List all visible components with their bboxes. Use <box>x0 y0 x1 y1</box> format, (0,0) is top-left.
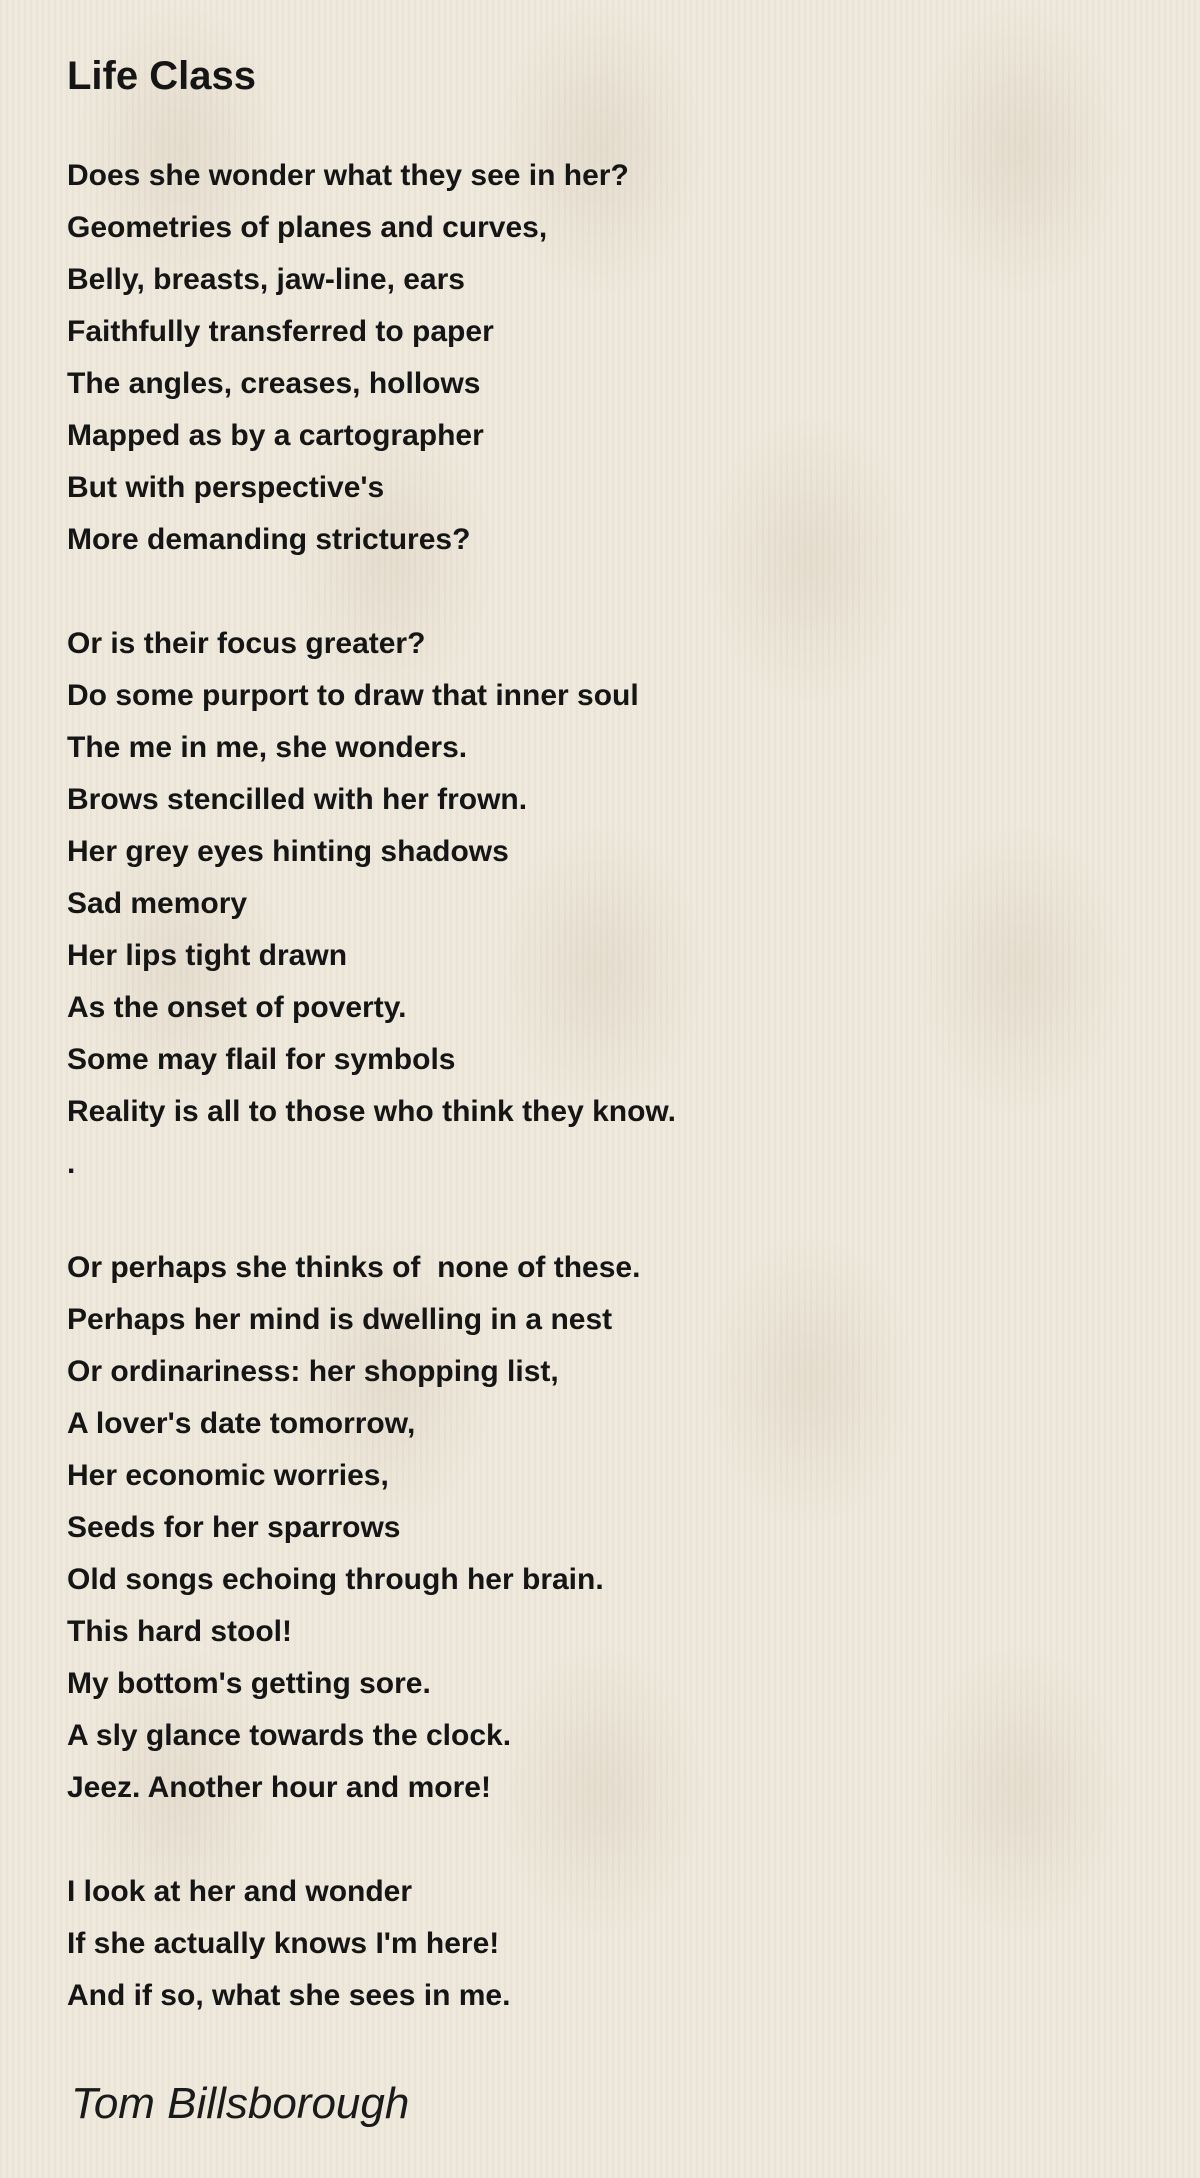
poem-title: Life Class <box>67 54 256 98</box>
poem-line: Does she wonder what they see in her? <box>67 159 629 192</box>
poem-line: I look at her and wonder <box>67 1875 413 1908</box>
poem-line: Her lips tight drawn <box>67 939 348 972</box>
poem-line: More demanding strictures? <box>67 523 471 556</box>
poem-line: Perhaps her mind is dwelling in a nest <box>67 1303 613 1336</box>
poem-line: Brows stencilled with her frown. <box>67 783 528 816</box>
poem-line: Or is their focus greater? <box>67 627 426 660</box>
poem-line: Her grey eyes hinting shadows <box>67 835 509 868</box>
poem-line: Her economic worries, <box>67 1459 389 1492</box>
stanza-break <box>67 566 676 618</box>
poem-line: Do some purport to draw that inner soul <box>67 679 639 712</box>
poem-line: A lover's date tomorrow, <box>67 1407 416 1440</box>
poem-line: This hard stool! <box>67 1615 292 1648</box>
poem-body <box>67 150 676 2022</box>
poem-line: If she actually knows I'm here! <box>67 1927 500 1960</box>
stanza-break <box>67 1814 676 1866</box>
poem-line: The angles, creases, hollows <box>67 367 481 400</box>
poem-line: As the onset of poverty. <box>67 991 407 1024</box>
poem-line: Mapped as by a cartographer <box>67 419 484 452</box>
stanza-break <box>67 1190 676 1242</box>
poem-line: A sly glance towards the clock. <box>67 1719 512 1752</box>
poem-line: Faithfully transferred to paper <box>67 315 494 348</box>
poem-line: The me in me, she wonders. <box>67 731 468 764</box>
poem-line: Old songs echoing through her brain. <box>67 1563 604 1596</box>
poem-line: Belly, breasts, jaw-line, ears <box>67 263 465 296</box>
poem-line: Reality is all to those who think they know. <box>67 1095 676 1128</box>
poem-line: Seeds for her sparrows <box>67 1511 401 1544</box>
poem-line: Jeez. Another hour and more! <box>67 1771 491 1804</box>
poem-line: Sad memory <box>67 887 248 920</box>
poem-line: But with perspective's <box>67 471 385 504</box>
poem-line: Some may flail for symbols <box>67 1043 456 1076</box>
poem-line: . <box>67 1147 76 1180</box>
poem-line: And if so, what she sees in me. <box>67 1979 511 2012</box>
poem-line: Or ordinariness: her shopping list, <box>67 1355 559 1388</box>
poem-author: Tom Billsborough <box>71 2079 410 2128</box>
poem-line: My bottom's getting sore. <box>67 1667 431 1700</box>
poem-line: Geometries of planes and curves, <box>67 211 548 244</box>
poem-line: Or perhaps she thinks of none of these. <box>67 1251 641 1284</box>
